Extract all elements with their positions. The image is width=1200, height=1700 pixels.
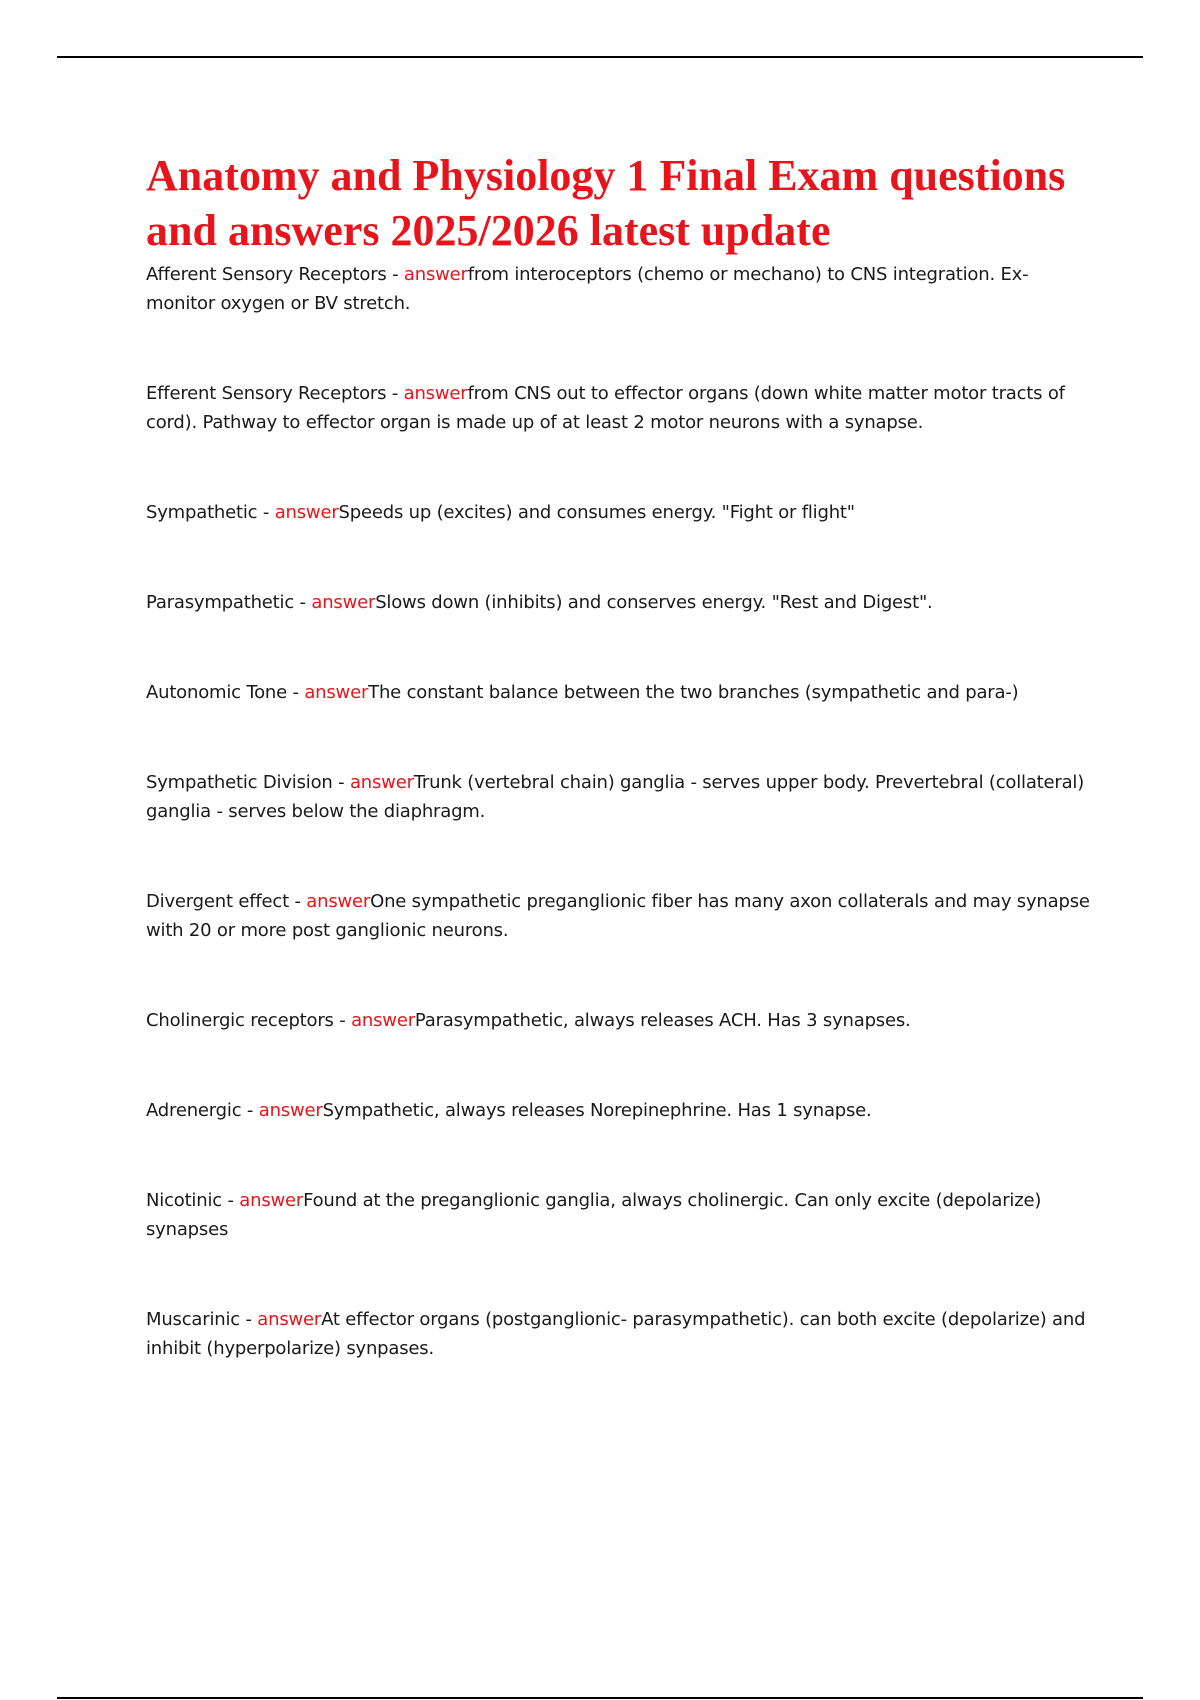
- qa-item-efferent: [146, 379, 1096, 437]
- qa-item-autonomic-tone: [146, 678, 1096, 707]
- qa-item-sympathetic: [146, 498, 1096, 527]
- qa-item-divergent-effect: [146, 887, 1096, 945]
- qa-definition: Sympathetic, always releases Norepinephrine. Has 1 synapse.: [322, 1100, 872, 1121]
- qa-term: Efferent Sensory Receptors -: [146, 383, 404, 404]
- answer-label: answer: [306, 891, 371, 912]
- answer-label: answer: [257, 1309, 322, 1330]
- qa-item-parasympathetic: [146, 588, 1096, 617]
- qa-term: Nicotinic -: [146, 1190, 240, 1211]
- qa-definition: from CNS out to effector organs (down white matter motor tracts of cord). Pathway to effector organ is made up of at least 2 motor neurons with a synapse.: [146, 383, 1065, 433]
- qa-item-cholinergic: [146, 1006, 1096, 1035]
- qa-term: Adrenergic -: [146, 1100, 259, 1121]
- qa-term: Autonomic Tone -: [146, 682, 305, 703]
- qa-definition: Speeds up (excites) and consumes energy. "Fight or flight": [338, 502, 855, 523]
- answer-label: answer: [239, 1190, 304, 1211]
- document-body: [146, 148, 1096, 1363]
- answer-label: answer: [349, 772, 414, 793]
- qa-term: Divergent effect -: [146, 891, 307, 912]
- qa-item-sympathetic-division: [146, 768, 1096, 826]
- qa-definition: Trunk (vertebral chain) ganglia - serves upper body. Prevertebral (collateral) ganglia - serves below the diaphragm.: [146, 772, 1085, 822]
- qa-term: Parasympathetic -: [146, 592, 312, 613]
- qa-definition: One sympathetic preganglionic fiber has many axon collaterals and may synapse with 20 or more post ganglionic neurons.: [146, 891, 1090, 941]
- answer-label: answer: [304, 682, 369, 703]
- qa-item-muscarinic: [146, 1305, 1096, 1363]
- document-title: Anatomy and Physiology 1 Final Exam questions and answers 2025/2026 latest update: [146, 151, 1066, 255]
- qa-term: Muscarinic -: [146, 1309, 258, 1330]
- footer-rule: [57, 1697, 1143, 1699]
- qa-definition: Slows down (inhibits) and conserves energy. "Rest and Digest".: [375, 592, 933, 613]
- answer-label: answer: [311, 592, 376, 613]
- qa-definition: from interoceptors (chemo or mechano) to CNS integration. Ex- monitor oxygen or BV stretch.: [146, 264, 1029, 314]
- qa-term: Sympathetic -: [146, 502, 275, 523]
- answer-label: answer: [258, 1100, 323, 1121]
- qa-definition: At effector organs (postganglionic- parasympathetic). can both excite (depolarize) and inhibit (hyperpolarize) synpases.: [146, 1309, 1086, 1359]
- header-rule: [57, 56, 1143, 58]
- qa-item-afferent: [146, 260, 1096, 318]
- answer-label: answer: [274, 502, 339, 523]
- qa-item-adrenergic: [146, 1096, 1096, 1125]
- qa-term: Afferent Sensory Receptors -: [146, 264, 404, 285]
- qa-item-nicotinic: [146, 1186, 1096, 1244]
- qa-definition: Parasympathetic, always releases ACH. Has 3 synapses.: [414, 1010, 911, 1031]
- qa-definition: The constant balance between the two branches (sympathetic and para-): [368, 682, 1019, 703]
- qa-list: [146, 260, 1096, 1363]
- answer-label: answer: [403, 383, 468, 404]
- qa-definition: Found at the preganglionic ganglia, always cholinergic. Can only excite (depolarize) synapses: [146, 1190, 1042, 1240]
- answer-label: answer: [403, 264, 468, 285]
- answer-label: answer: [351, 1010, 415, 1031]
- qa-term: Sympathetic Division -: [146, 772, 350, 793]
- qa-term: Cholinergic receptors -: [146, 1010, 352, 1031]
